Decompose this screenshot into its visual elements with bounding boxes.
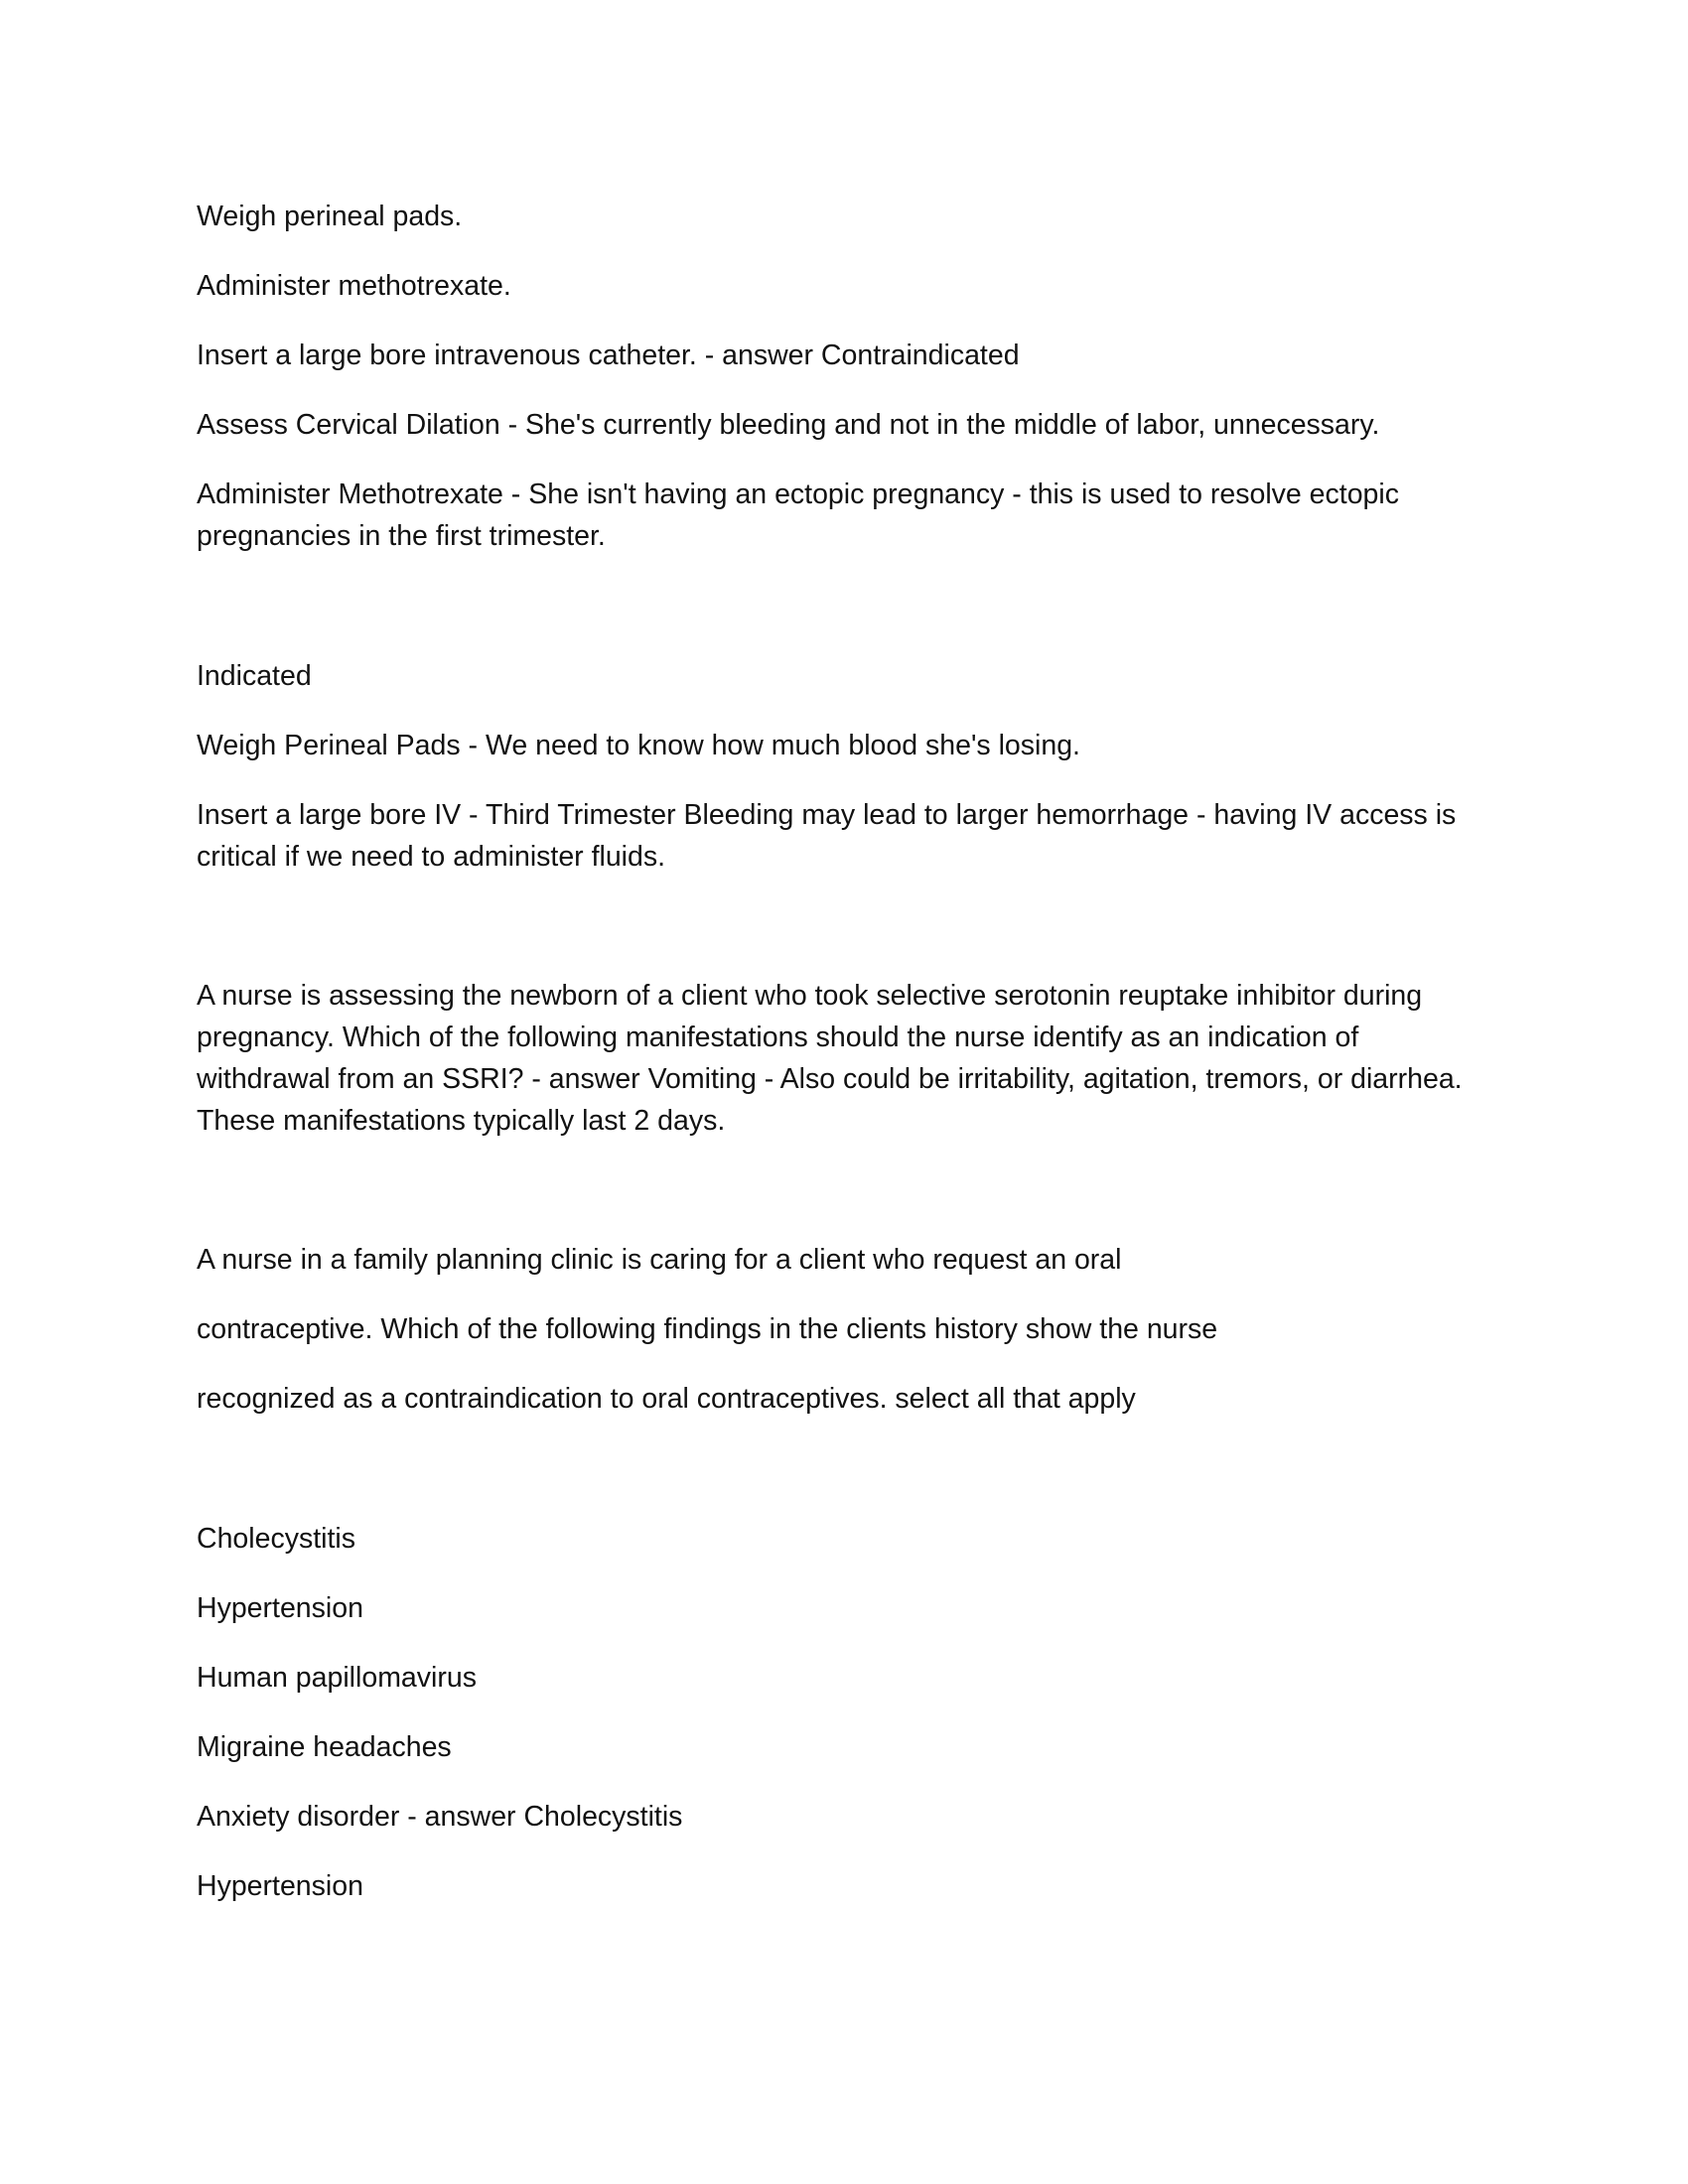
- choice-migraine: Migraine headaches: [197, 1731, 452, 1763]
- option-weigh-pads: Weigh perineal pads.: [197, 201, 463, 232]
- section-heading-indicated: Indicated: [197, 660, 312, 692]
- question-oral-contraceptive-line1: A nurse in a family planning clinic is caring for a client who request an oral: [197, 1244, 1122, 1276]
- rationale-iv-line2: critical if we need to administer fluids.: [197, 841, 666, 873]
- rationale-weigh-pads: Weigh Perineal Pads - We need to know how much blood she's losing.: [197, 730, 1080, 761]
- answer-hypertension: Hypertension: [197, 1870, 363, 1902]
- rationale-cervical-dilation: Assess Cervical Dilation - She's currently bleeding and not in the middle of labor, unnecessary.: [197, 409, 1380, 441]
- choice-hypertension: Hypertension: [197, 1592, 363, 1624]
- choice-cholecystitis: Cholecystitis: [197, 1523, 355, 1555]
- question-oral-contraceptive-line2: contraceptive. Which of the following findings in the clients history show the nurse: [197, 1313, 1218, 1345]
- question-oral-contraceptive-line3: recognized as a contraindication to oral contraceptives. select all that apply: [197, 1383, 1136, 1415]
- option-insert-iv-answer: Insert a large bore intravenous catheter. - answer Contraindicated: [197, 340, 1020, 371]
- option-administer-methotrexate: Administer methotrexate.: [197, 270, 511, 302]
- rationale-iv-line1: Insert a large bore IV - Third Trimester Bleeding may lead to larger hemorrhage - having IV access is: [197, 799, 1457, 831]
- question-ssri-line2: pregnancy. Which of the following manifestations should the nurse identify as an indication of: [197, 1022, 1359, 1053]
- choice-anxiety-answer: Anxiety disorder - answer Cholecystitis: [197, 1801, 683, 1833]
- question-ssri-line1: A nurse is assessing the newborn of a client who took selective serotonin reuptake inhibitor during: [197, 980, 1423, 1012]
- rationale-methotrexate-line1: Administer Methotrexate - She isn't having an ectopic pregnancy - this is used to resolve ectopic: [197, 478, 1399, 510]
- question-ssri-line3: withdrawal from an SSRI? - answer Vomiting - Also could be irritability, agitation, tremors, or diarrhea.: [197, 1063, 1463, 1095]
- question-ssri-line4: These manifestations typically last 2 days.: [197, 1105, 726, 1137]
- rationale-methotrexate-line2: pregnancies in the first trimester.: [197, 520, 606, 552]
- choice-hpv: Human papillomavirus: [197, 1662, 477, 1694]
